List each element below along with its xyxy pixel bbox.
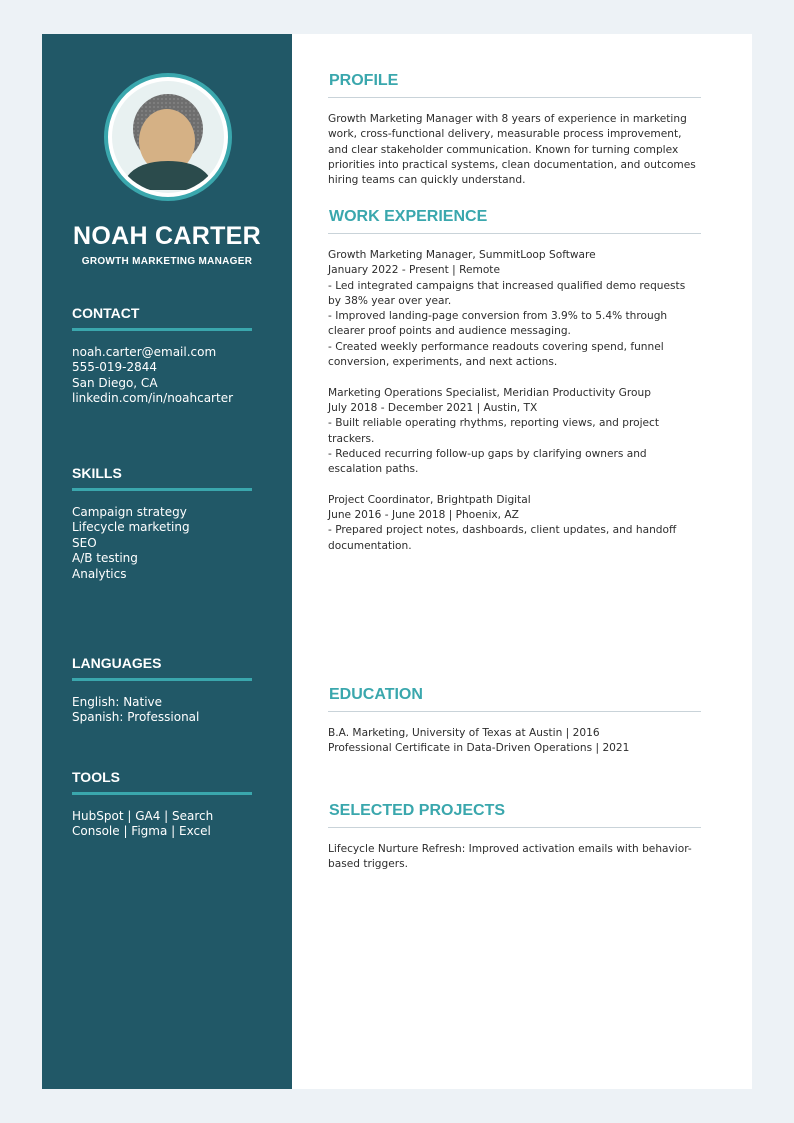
projects-section xyxy=(328,802,701,873)
job-title: Marketing Operations Specialist, Meridian Productivity Group xyxy=(328,386,651,399)
job-title: Growth Marketing Manager, SummitLoop Software xyxy=(328,249,596,261)
job-dates: January 2022 - Present | Remote xyxy=(328,264,500,277)
job-bullet: - Reduced recurring follow-up gaps by clarifying owners and escalation paths. xyxy=(328,447,647,476)
job-bullet: - Led integrated campaigns that increased qualified demo requests by 38% year over year. xyxy=(328,279,686,307)
skill-item: SEO xyxy=(72,535,97,550)
resume-page xyxy=(42,34,752,1089)
job-entry xyxy=(328,493,701,554)
job-entry xyxy=(328,386,701,478)
languages-heading: LANGUAGES xyxy=(72,655,252,681)
profile-summary: Growth Marketing Manager with 8 years of experience in marketing work, cross-functional delivery, measurable process improvement, and clear stakeholder communication. Known for turning complex priorities into practical systems, clean documentation, and outcomes hiring teams can quickly understand. xyxy=(328,113,696,187)
job-dates: July 2018 - December 2021 | Austin, TX xyxy=(328,401,538,414)
education-section xyxy=(328,686,701,757)
profile-role: GROWTH MARKETING MANAGER xyxy=(81,256,253,267)
job-dates: June 2016 - June 2018 | Phoenix, AZ xyxy=(328,509,519,522)
profile-section xyxy=(328,72,701,188)
contact-section xyxy=(72,305,252,407)
skill-item: A/B testing xyxy=(72,551,138,566)
contact-email: noah.carter@email.com xyxy=(72,345,217,359)
job-entry xyxy=(328,248,701,370)
skill-item: Lifecycle marketing xyxy=(72,520,190,535)
experience-section xyxy=(328,208,701,569)
skills-section xyxy=(72,465,252,582)
job-title: Project Coordinator, Brightpath Digital xyxy=(328,493,531,506)
language-item: Spanish: Professional xyxy=(72,710,200,725)
languages-section xyxy=(72,655,252,726)
tools-section xyxy=(72,769,252,840)
job-bullet: - Created weekly performance readouts covering spend, funnel conversion, experiments, and next actions. xyxy=(328,340,664,369)
sidebar xyxy=(42,34,292,1089)
profile-heading: PROFILE xyxy=(328,72,701,98)
projects-heading: SELECTED PROJECTS xyxy=(328,802,701,828)
job-bullet: - Improved landing-page conversion from 3.9% to 5.4% through clearer proof points and audience messaging. xyxy=(328,310,668,338)
education-item: B.A. Marketing, University of Texas at Austin | 2016 xyxy=(328,727,600,739)
tools-heading: TOOLS xyxy=(72,769,252,795)
job-bullet: - Built reliable operating rhythms, reporting views, and project trackers. xyxy=(328,417,660,445)
language-item: English: Native xyxy=(72,695,163,709)
project-item: Lifecycle Nurture Refresh: Improved activation emails with behavior-based triggers. xyxy=(328,843,692,871)
avatar xyxy=(104,73,232,201)
contact-location: San Diego, CA xyxy=(72,375,158,390)
contact-phone: 555-019-2844 xyxy=(72,360,158,375)
person-icon xyxy=(108,77,228,197)
skill-item: Analytics xyxy=(72,566,127,581)
tools-list: HubSpot | GA4 | Search Console | Figma | Excel xyxy=(72,809,214,839)
skill-item: Campaign strategy xyxy=(72,505,187,519)
education-heading: EDUCATION xyxy=(328,686,701,712)
experience-heading: WORK EXPERIENCE xyxy=(328,208,701,234)
contact-heading: CONTACT xyxy=(72,305,252,331)
skills-heading: SKILLS xyxy=(72,465,252,491)
job-bullet: - Prepared project notes, dashboards, client updates, and handoff documentation. xyxy=(328,524,677,552)
education-item: Professional Certificate in Data-Driven Operations | 2021 xyxy=(328,742,630,755)
contact-linkedin: linkedin.com/in/noahcarter xyxy=(72,391,234,406)
profile-name: NOAH CARTER xyxy=(72,222,262,250)
